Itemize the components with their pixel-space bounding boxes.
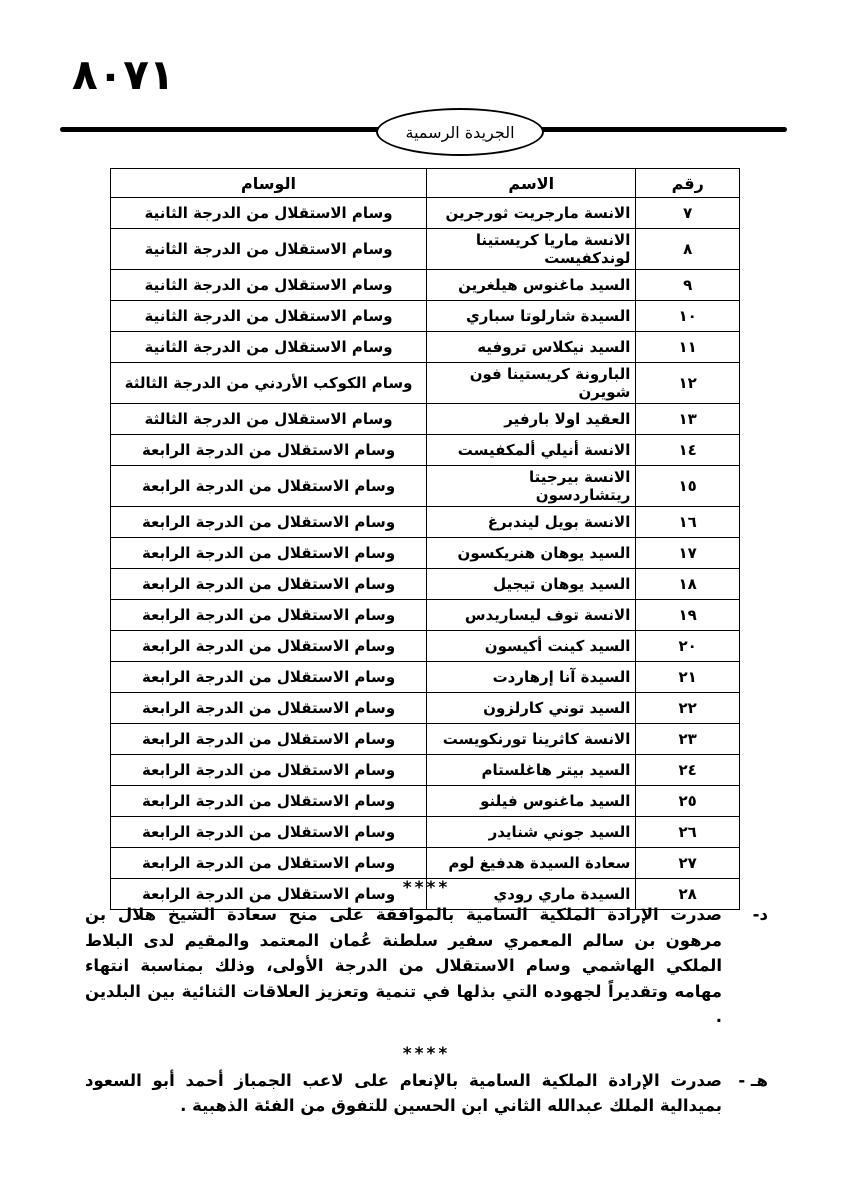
row-number-cell: ١٨ — [636, 569, 740, 600]
table-body — [111, 198, 740, 910]
row-medal-cell: وسام الاستقلال من الدرجة الرابعة — [111, 538, 427, 569]
row-name-cell: السيد ماغنوس فيلنو — [427, 786, 636, 817]
footer — [85, 878, 768, 1133]
row-number-cell: ١٣ — [636, 404, 740, 435]
row-number-cell: ٢٤ — [636, 755, 740, 786]
row-medal-cell: وسام الاستقلال من الدرجة الرابعة — [111, 662, 427, 693]
row-number-cell: ٧ — [636, 198, 740, 229]
row-number-cell: ٨ — [636, 229, 740, 270]
row-medal-cell: وسام الاستقلال من الدرجة الرابعة — [111, 755, 427, 786]
header-name: الاسم — [427, 169, 636, 198]
table-row — [111, 435, 740, 466]
row-name-cell: الانسة بيرجيتا ريتشاردسون — [427, 466, 636, 507]
royal-decree-item-h — [85, 1068, 768, 1119]
header-number: رقم — [636, 169, 740, 198]
row-medal-cell: وسام الاستقلال من الدرجة الثانية — [111, 270, 427, 301]
row-number-cell: ٢٨ — [636, 879, 740, 910]
row-medal-cell: وسام الاستقلال من الدرجة الرابعة — [111, 466, 427, 507]
row-medal-cell: وسام الاستقلال من الدرجة الرابعة — [111, 693, 427, 724]
table-row — [111, 569, 740, 600]
row-number-cell: ١٥ — [636, 466, 740, 507]
separator: **** — [402, 878, 451, 898]
row-name-cell: السيدة شارلوتا سباري — [427, 301, 636, 332]
row-medal-cell: وسام الاستقلال من الدرجة الثانية — [111, 332, 427, 363]
row-name-cell: السيد يوهان هنريكسون — [427, 538, 636, 569]
row-medal-cell: وسام الاستقلال من الدرجة الرابعة — [111, 817, 427, 848]
row-number-cell: ١٧ — [636, 538, 740, 569]
row-name-cell: السيدة ماري رودي — [427, 879, 636, 910]
row-name-cell: السيد ماغنوس هيلغرين — [427, 270, 636, 301]
row-name-cell: الانسة كاثرينا تورنكويست — [427, 724, 636, 755]
table-row — [111, 507, 740, 538]
table-row — [111, 229, 740, 270]
row-number-cell: ٢٥ — [636, 786, 740, 817]
table-row — [111, 270, 740, 301]
row-medal-cell: وسام الاستقلال من الدرجة الرابعة — [111, 848, 427, 879]
row-number-cell: ٢١ — [636, 662, 740, 693]
row-name-cell: الانسة توف ليساريدس — [427, 600, 636, 631]
row-number-cell: ٢٧ — [636, 848, 740, 879]
table-row — [111, 755, 740, 786]
row-number-cell: ١٩ — [636, 600, 740, 631]
row-name-cell: السيدة آنا إرهاردت — [427, 662, 636, 693]
item-label: د- — [752, 905, 768, 924]
table-header-row — [111, 169, 740, 198]
table-row — [111, 301, 740, 332]
row-medal-cell: وسام الاستقلال من الدرجة الثانية — [111, 198, 427, 229]
table-row — [111, 693, 740, 724]
row-name-cell: الانسة بويل ليندبرغ — [427, 507, 636, 538]
row-medal-cell: وسام الاستقلال من الدرجة الرابعة — [111, 507, 427, 538]
separator: **** — [402, 1043, 451, 1064]
item-label: هـ - — [738, 1070, 768, 1090]
row-name-cell: السيد توني كارلزون — [427, 693, 636, 724]
table-row — [111, 538, 740, 569]
row-name-cell: السيد يوهان تيجيل — [427, 569, 636, 600]
table-row — [111, 817, 740, 848]
row-number-cell: ١٠ — [636, 301, 740, 332]
row-number-cell: ١٢ — [636, 363, 740, 404]
header-medal: الوسام — [111, 169, 427, 198]
row-medal-cell: وسام الاستقلال من الدرجة الرابعة — [111, 724, 427, 755]
row-number-cell: ٢٣ — [636, 724, 740, 755]
row-medal-cell: وسام الاستقلال من الدرجة الثالثة — [111, 404, 427, 435]
table-row — [111, 631, 740, 662]
royal-decree-item-d — [85, 902, 768, 1030]
row-medal-cell: وسام الاستقلال من الدرجة الثانية — [111, 301, 427, 332]
masthead-title: الجريدة الرسمية — [405, 122, 515, 142]
row-name-cell: السيد كينت أكيسون — [427, 631, 636, 662]
row-medal-cell: وسام الاستقلال من الدرجة الثانية — [111, 229, 427, 270]
row-name-cell: البارونة كريستينا فون شويرن — [427, 363, 636, 404]
table-row — [111, 786, 740, 817]
row-number-cell: ٢٢ — [636, 693, 740, 724]
row-medal-cell: وسام الاستقلال من الدرجة الرابعة — [111, 786, 427, 817]
row-number-cell: ٩ — [636, 270, 740, 301]
row-number-cell: ١٦ — [636, 507, 740, 538]
masthead — [60, 110, 787, 152]
row-number-cell: ١١ — [636, 332, 740, 363]
table-row — [111, 466, 740, 507]
row-number-cell: ٢٠ — [636, 631, 740, 662]
row-medal-cell: وسام الكوكب الأردني من الدرجة الثالثة — [111, 363, 427, 404]
table-row — [111, 332, 740, 363]
row-medal-cell: وسام الاستقلال من الدرجة الرابعة — [111, 631, 427, 662]
row-medal-cell: وسام الاستقلال من الدرجة الرابعة — [111, 879, 427, 910]
item-text: صدرت الإرادة الملكية السامية بالموافقة على منح سعادة الشيخ هلال بن مرهون بن سالم المعمري سفير سلطنة عُمان المعتمد والمقيم لدى البلاط الملكي الهاشمي وسام الاستقلال من الدرجة الأولى، وذلك بمناسبة انتهاء مهامه وتقديراً لجهوده التي بذلها في تنمية وتعزيز العلاقات الثنائية بين البلدين . — [85, 905, 722, 1027]
row-name-cell: السيد جوني شنايدر — [427, 817, 636, 848]
row-number-cell: ١٤ — [636, 435, 740, 466]
row-name-cell: سعادة السيدة هدفيغ لوم — [427, 848, 636, 879]
item-text: صدرت الإرادة الملكية السامية بالإنعام على لاعب الجمباز أحمد أبو السعود بميدالية الملك عبدالله الثاني ابن الحسين للتفوق من الفئة الذهبية . — [85, 1070, 722, 1116]
table-row — [111, 198, 740, 229]
row-name-cell: الانسة مارجريت ثورجرين — [427, 198, 636, 229]
table-row — [111, 724, 740, 755]
row-medal-cell: وسام الاستقلال من الدرجة الرابعة — [111, 569, 427, 600]
row-name-cell: السيد نيكلاس تروفيه — [427, 332, 636, 363]
table-row — [111, 662, 740, 693]
row-name-cell: الانسة ماريا كريستينا لوندكفيست — [427, 229, 636, 270]
table-row — [111, 363, 740, 404]
row-name-cell: السيد بيتر هاغلستام — [427, 755, 636, 786]
page-number: ٨٠٧١ — [72, 50, 175, 99]
row-number-cell: ٢٦ — [636, 817, 740, 848]
row-medal-cell: وسام الاستقلال من الدرجة الرابعة — [111, 600, 427, 631]
row-name-cell: الانسة أنيلي ألمكفيست — [427, 435, 636, 466]
masthead-oval — [376, 108, 544, 156]
honors-table — [110, 168, 740, 910]
row-name-cell: العقيد اولا بارفير — [427, 404, 636, 435]
table-row — [111, 848, 740, 879]
table-row — [111, 404, 740, 435]
table-row — [111, 600, 740, 631]
row-medal-cell: وسام الاستقلال من الدرجة الرابعة — [111, 435, 427, 466]
